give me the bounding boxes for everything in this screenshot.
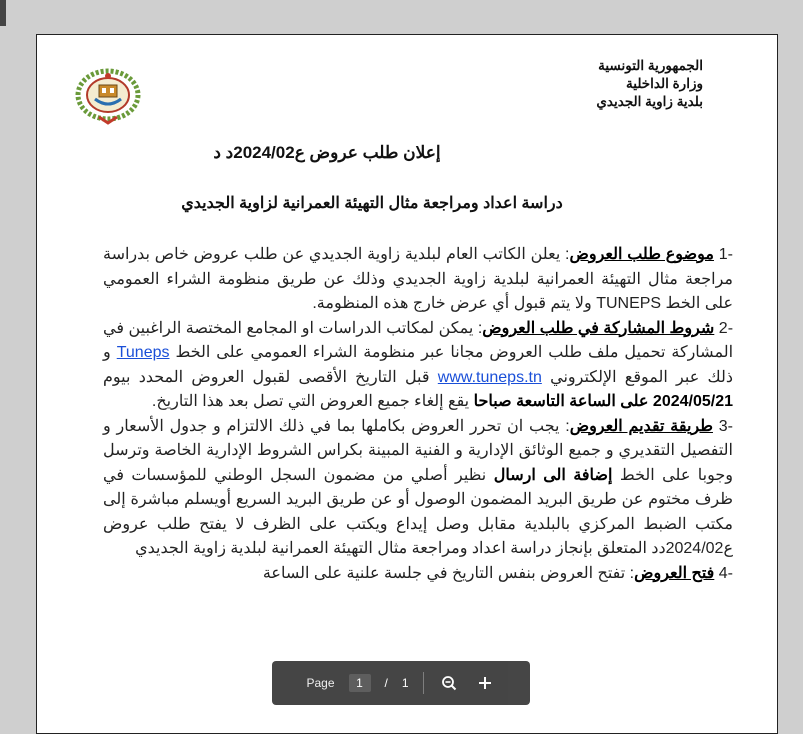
tuneps-website-link[interactable]: www.tuneps.tn bbox=[437, 368, 542, 386]
section-text: : يمكن لمكاتب الدراسات او المجامع المختصة الراغبين في المشاركة تحميل ملف طلب العروض مجانا عبر منظومة الشراء العمومي على الخط bbox=[103, 319, 734, 361]
section-number: -2 bbox=[718, 319, 734, 337]
section-number: -4 bbox=[718, 564, 733, 582]
section-4 bbox=[103, 562, 733, 587]
announcement-title: إعلان طلب عروض ع2024/02د د bbox=[213, 143, 441, 162]
section-heading: شروط المشاركة في طلب العروض bbox=[482, 319, 715, 337]
window-corner bbox=[0, 0, 6, 26]
section-3 bbox=[103, 415, 733, 562]
page-separator: / bbox=[384, 676, 388, 690]
section-text: : تفتح العروض بنفس التاريخ في جلسة علنية على الساعة bbox=[262, 564, 635, 582]
issuer-header bbox=[596, 57, 703, 111]
section-text: قبل التاريخ الأقصى لقبول العروض المحدد بيوم bbox=[103, 368, 430, 386]
section-text: : يعلن الكاتب العام لبلدية زاوية الجديدي عن طلب عروض خاص بدراسة مراجعة مثال التهيئة العمرانية لبلدية زاوية الجديدي وذلك عن طريق منظومة الشراء العمومي على الخط TUNEPS ولا يتم قبول أي عرض خارج هذه المنظومة. bbox=[103, 246, 733, 312]
header-municipality: بلدية زاوية الجديدي bbox=[596, 94, 703, 109]
zoom-out-button[interactable] bbox=[438, 672, 460, 694]
announcement-body bbox=[103, 243, 733, 586]
zoom-in-button[interactable] bbox=[474, 672, 496, 694]
announcement-subtitle: دراسة اعداد ومراجعة مثال التهيئة العمرانية لزاوية الجديدي bbox=[181, 195, 563, 212]
document-page bbox=[36, 34, 778, 734]
section-emphasis: إضافة الى ارسال bbox=[493, 466, 613, 484]
section-number: -3 bbox=[718, 417, 733, 435]
section-heading: طريقة تقديم العروض bbox=[569, 417, 713, 435]
header-ministry: وزارة الداخلية bbox=[626, 76, 703, 91]
section-text: و ذلك عبر الموقع الإلكتروني bbox=[103, 344, 733, 386]
municipality-seal-logo bbox=[73, 65, 143, 127]
section-number: -1 bbox=[718, 246, 733, 263]
zoom-out-icon bbox=[441, 675, 457, 691]
page-total: 1 bbox=[401, 676, 409, 690]
deadline-time: على الساعة التاسعة صباحا bbox=[473, 393, 649, 410]
plus-icon bbox=[477, 675, 493, 691]
pdf-viewer-toolbar bbox=[272, 661, 530, 705]
section-text: يقع إلغاء جميع العروض التي تصل بعد هذا التاريخ. bbox=[151, 393, 470, 410]
tuneps-link[interactable]: Tuneps bbox=[116, 344, 170, 361]
section-heading: موضوع طلب العروض bbox=[569, 246, 714, 263]
header-republic: الجمهورية التونسية bbox=[598, 58, 703, 73]
page-number-input[interactable]: 1 bbox=[349, 674, 371, 692]
page-label: Page bbox=[306, 676, 335, 690]
section-text: : يجب ان تحرر العروض بكاملها بما في ذلك الالتزام و جدول الأسعار و التفصيل التقديري و جميع الوثائق الإدارية و الفنية المبينة بكراس الشروط الإدارية الخاصة وترسل وجوبا على الخط bbox=[103, 417, 734, 484]
section-2 bbox=[103, 317, 733, 415]
section-1 bbox=[103, 243, 733, 317]
toolbar-divider bbox=[423, 672, 424, 694]
deadline-date: 2024/05/21 bbox=[652, 393, 733, 410]
section-heading: فتح العروض bbox=[634, 564, 715, 582]
section-text: نظير أصلي من مضمون السجل الوطني للمؤسسات في ظرف مختوم عن طريق البريد المضمون الوصول أو عن طريق البريد السريع أويسلم مباشرة إلى مكتب الضبط المركزي بالبلدية مقابل وصل إيداع ويكتب على الظرف لا يفتح طلب عروض ع2024/02دد المتعلق بإنجاز دراسة اعداد ومراجعة مثال التهيئة العمرانية لبلدية زاوية الجديدي bbox=[103, 466, 733, 557]
